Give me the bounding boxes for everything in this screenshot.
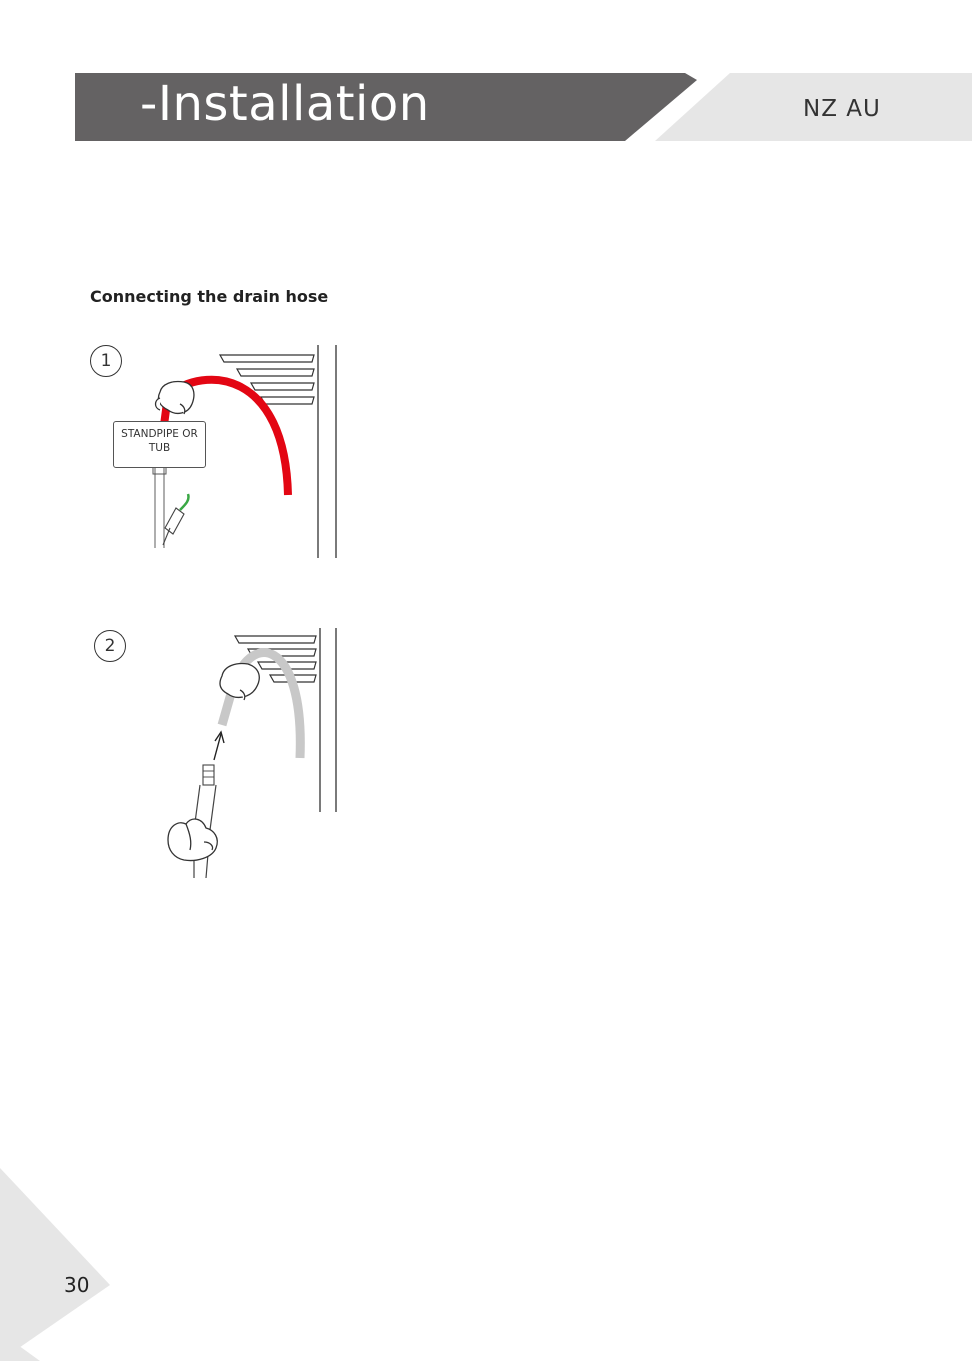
hand-icon-1 [156,381,194,414]
section-title: Connecting the drain hose [90,287,329,306]
green-hose [180,494,189,510]
hand-icon-3 [168,819,217,860]
page-title: -Installation [140,76,430,132]
page-number: 30 [64,1273,90,1297]
step-2-illustration [160,622,350,884]
hand-icon-2 [220,664,259,701]
standpipe-label: STANDPIPE OR TUB [113,421,206,468]
step-marker-2: 2 [94,630,126,662]
vent-slots [220,355,314,404]
page-corner [0,1160,120,1361]
step-marker-1: 1 [90,345,122,377]
region-label: NZ AU [803,96,881,122]
